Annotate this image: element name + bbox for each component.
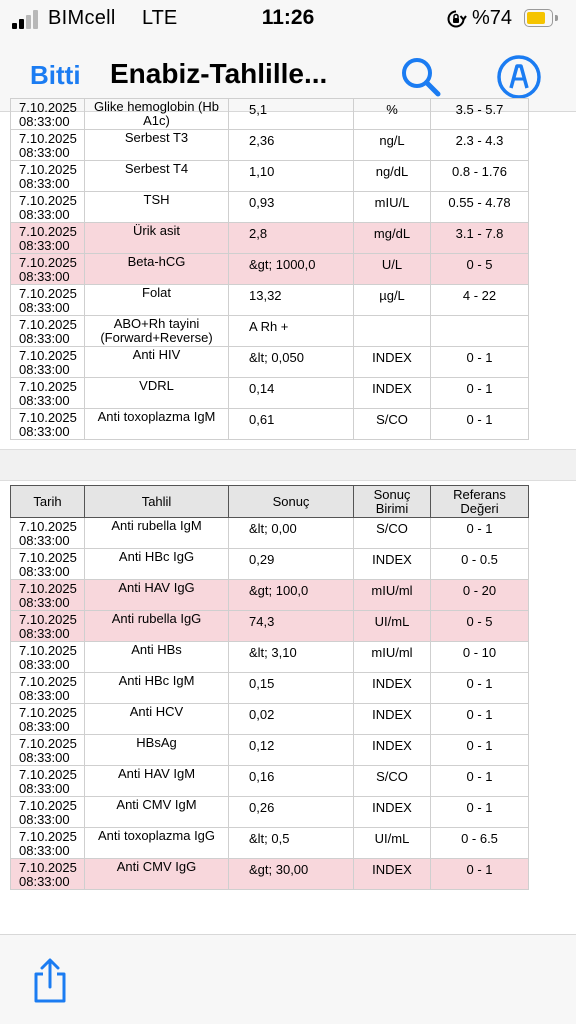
- cell-reference: [431, 316, 529, 347]
- cell-result: &lt; 0,5: [229, 828, 354, 859]
- cell-reference: 3.1 - 7.8: [431, 223, 529, 254]
- table-row: [11, 766, 529, 797]
- cell-unit: INDEX: [354, 797, 431, 828]
- cell-unit: INDEX: [354, 673, 431, 704]
- cell-test: HBsAg: [85, 735, 229, 766]
- cell-date: 7.10.2025 08:33:00: [11, 828, 85, 859]
- cell-reference: 2.3 - 4.3: [431, 130, 529, 161]
- cell-result: 0,14: [229, 378, 354, 409]
- cell-result: 0,26: [229, 797, 354, 828]
- column-header-reference: Referans Değeri: [431, 486, 529, 518]
- cell-unit: ng/L: [354, 130, 431, 161]
- cell-date: 7.10.2025 08:33:00: [11, 704, 85, 735]
- network-type: LTE: [142, 7, 178, 29]
- cell-reference: 0 - 1: [431, 704, 529, 735]
- cell-date: 7.10.2025 08:33:00: [11, 642, 85, 673]
- cell-date: 7.10.2025 08:33:00: [11, 192, 85, 223]
- cell-result: &lt; 0,050: [229, 347, 354, 378]
- cell-date: 7.10.2025 08:33:00: [11, 316, 85, 347]
- cell-reference: 0 - 1: [431, 797, 529, 828]
- cell-unit: S/CO: [354, 766, 431, 797]
- column-header-date: Tarih: [11, 486, 85, 518]
- column-header-unit: Sonuç Birimi: [354, 486, 431, 518]
- cell-test: ABO+Rh tayini (Forward+Reverse): [85, 316, 229, 347]
- cell-date: 7.10.2025 08:33:00: [11, 735, 85, 766]
- table-row: [11, 673, 529, 704]
- cell-result: &lt; 0,00: [229, 518, 354, 549]
- cell-reference: 0.55 - 4.78: [431, 192, 529, 223]
- table-row: [11, 130, 529, 161]
- cell-test: Ürik asit: [85, 223, 229, 254]
- cell-reference: 0 - 1: [431, 518, 529, 549]
- table-header-row: [11, 486, 529, 518]
- cell-reference: 0 - 10: [431, 642, 529, 673]
- cell-result: 2,8: [229, 223, 354, 254]
- cell-result: 1,10: [229, 161, 354, 192]
- table-row: [11, 642, 529, 673]
- cell-reference: 0 - 1: [431, 859, 529, 890]
- pdf-page-1: [10, 98, 529, 440]
- table-row: [11, 797, 529, 828]
- pdf-document-view[interactable]: [0, 99, 576, 934]
- cell-unit: INDEX: [354, 549, 431, 580]
- cell-unit: UI/mL: [354, 611, 431, 642]
- cell-date: 7.10.2025 08:33:00: [11, 409, 85, 440]
- cell-test: Serbest T4: [85, 161, 229, 192]
- table-row: [11, 254, 529, 285]
- cell-result: 13,32: [229, 285, 354, 316]
- cell-result: 0,15: [229, 673, 354, 704]
- done-button[interactable]: Bitti: [30, 60, 81, 90]
- table-row: [11, 285, 529, 316]
- column-header-result: Sonuç: [229, 486, 354, 518]
- cell-test: Anti HBc IgG: [85, 549, 229, 580]
- cell-date: 7.10.2025 08:33:00: [11, 130, 85, 161]
- cell-unit: INDEX: [354, 378, 431, 409]
- cell-unit: S/CO: [354, 518, 431, 549]
- cell-test: Anti HBs: [85, 642, 229, 673]
- table-row: [11, 378, 529, 409]
- cell-reference: 0 - 1: [431, 347, 529, 378]
- cell-unit: INDEX: [354, 347, 431, 378]
- cell-result: &gt; 30,00: [229, 859, 354, 890]
- status-time: 11:26: [261, 6, 315, 29]
- cell-test: Anti rubella IgG: [85, 611, 229, 642]
- cell-result: 5,1: [229, 99, 354, 130]
- cell-result: &gt; 1000,0: [229, 254, 354, 285]
- page-separator: [0, 449, 576, 481]
- cell-test: Folat: [85, 285, 229, 316]
- cell-unit: ng/dL: [354, 161, 431, 192]
- cell-test: Anti HAV IgG: [85, 580, 229, 611]
- cell-result: 0,29: [229, 549, 354, 580]
- cell-date: 7.10.2025 08:33:00: [11, 673, 85, 704]
- cell-date: 7.10.2025 08:33:00: [11, 378, 85, 409]
- table-row: [11, 161, 529, 192]
- cell-result: &gt; 100,0: [229, 580, 354, 611]
- cell-test: Anti HAV IgM: [85, 766, 229, 797]
- cell-reference: 0 - 1: [431, 378, 529, 409]
- cell-test: VDRL: [85, 378, 229, 409]
- cell-result: 0,16: [229, 766, 354, 797]
- cell-reference: 0.8 - 1.76: [431, 161, 529, 192]
- cell-test: Glike hemoglobin (Hb A1c): [85, 99, 229, 130]
- cell-unit: S/CO: [354, 409, 431, 440]
- cell-unit: INDEX: [354, 735, 431, 766]
- cell-date: 7.10.2025 08:33:00: [11, 254, 85, 285]
- cell-reference: 0 - 20: [431, 580, 529, 611]
- cell-reference: 0 - 6.5: [431, 828, 529, 859]
- cell-test: Anti CMV IgM: [85, 797, 229, 828]
- cell-unit: U/L: [354, 254, 431, 285]
- cell-date: 7.10.2025 08:33:00: [11, 285, 85, 316]
- cell-result: 0,02: [229, 704, 354, 735]
- cell-result: 0,61: [229, 409, 354, 440]
- table-row: [11, 549, 529, 580]
- table-row: [11, 316, 529, 347]
- orientation-lock-icon: [446, 9, 466, 29]
- bottom-toolbar: [0, 934, 576, 1024]
- cell-unit: UI/mL: [354, 828, 431, 859]
- table-row: [11, 704, 529, 735]
- cell-reference: 0 - 5: [431, 254, 529, 285]
- share-icon[interactable]: [30, 957, 70, 1005]
- cell-reference: 0 - 5: [431, 611, 529, 642]
- table-row: [11, 99, 529, 130]
- cell-date: 7.10.2025 08:33:00: [11, 580, 85, 611]
- table-row: [11, 518, 529, 549]
- cell-reference: 0 - 1: [431, 735, 529, 766]
- cell-date: 7.10.2025 08:33:00: [11, 347, 85, 378]
- cell-date: 7.10.2025 08:33:00: [11, 766, 85, 797]
- cell-result: 0,12: [229, 735, 354, 766]
- lab-results-table-page-2: [10, 485, 529, 890]
- cell-test: TSH: [85, 192, 229, 223]
- cell-test: Anti toxoplazma IgM: [85, 409, 229, 440]
- table-row: [11, 611, 529, 642]
- cell-unit: [354, 316, 431, 347]
- pdf-page-2: [10, 485, 529, 890]
- cell-test: Anti CMV IgG: [85, 859, 229, 890]
- cell-date: 7.10.2025 08:33:00: [11, 161, 85, 192]
- cell-unit: µg/L: [354, 285, 431, 316]
- cell-date: 7.10.2025 08:33:00: [11, 99, 85, 130]
- battery-percentage: %74: [472, 7, 513, 29]
- cell-date: 7.10.2025 08:33:00: [11, 223, 85, 254]
- column-header-test: Tahlil: [85, 486, 229, 518]
- markup-pen-icon[interactable]: [494, 52, 544, 102]
- search-icon[interactable]: [398, 54, 444, 100]
- table-row: [11, 859, 529, 890]
- cell-reference: 0 - 0.5: [431, 549, 529, 580]
- status-bar: [0, 0, 576, 40]
- cell-unit: mIU/ml: [354, 580, 431, 611]
- cell-date: 7.10.2025 08:33:00: [11, 518, 85, 549]
- cell-test: Anti HCV: [85, 704, 229, 735]
- table-row: [11, 192, 529, 223]
- table-row: [11, 409, 529, 440]
- cell-result: A Rh +: [229, 316, 354, 347]
- cell-test: Anti rubella IgM: [85, 518, 229, 549]
- cell-test: Beta-hCG: [85, 254, 229, 285]
- document-title: Enabiz-Tahlille...: [110, 58, 328, 89]
- table-row: [11, 223, 529, 254]
- lab-results-table-page-1: [10, 98, 529, 440]
- table-row: [11, 347, 529, 378]
- cell-result: 2,36: [229, 130, 354, 161]
- cell-reference: 0 - 1: [431, 673, 529, 704]
- battery-tip: [555, 15, 558, 21]
- cell-unit: mIU/ml: [354, 642, 431, 673]
- cell-result: 0,93: [229, 192, 354, 223]
- table-row: [11, 735, 529, 766]
- cell-test: Anti HIV: [85, 347, 229, 378]
- carrier-name: BIMcell: [48, 7, 116, 29]
- cell-unit: %: [354, 99, 431, 130]
- cell-result: 74,3: [229, 611, 354, 642]
- cell-date: 7.10.2025 08:33:00: [11, 611, 85, 642]
- cell-test: Anti toxoplazma IgG: [85, 828, 229, 859]
- cell-reference: 0 - 1: [431, 766, 529, 797]
- table-row: [11, 580, 529, 611]
- cell-unit: INDEX: [354, 704, 431, 735]
- cell-reference: 3.5 - 5.7: [431, 99, 529, 130]
- cell-test: Serbest T3: [85, 130, 229, 161]
- cell-reference: 4 - 22: [431, 285, 529, 316]
- battery-icon: [524, 9, 553, 27]
- cell-date: 7.10.2025 08:33:00: [11, 797, 85, 828]
- cell-date: 7.10.2025 08:33:00: [11, 859, 85, 890]
- table-row: [11, 828, 529, 859]
- cell-reference: 0 - 1: [431, 409, 529, 440]
- cell-unit: INDEX: [354, 859, 431, 890]
- cell-date: 7.10.2025 08:33:00: [11, 549, 85, 580]
- cell-unit: mg/dL: [354, 223, 431, 254]
- cell-test: Anti HBc IgM: [85, 673, 229, 704]
- cell-unit: mIU/L: [354, 192, 431, 223]
- cell-result: &lt; 3,10: [229, 642, 354, 673]
